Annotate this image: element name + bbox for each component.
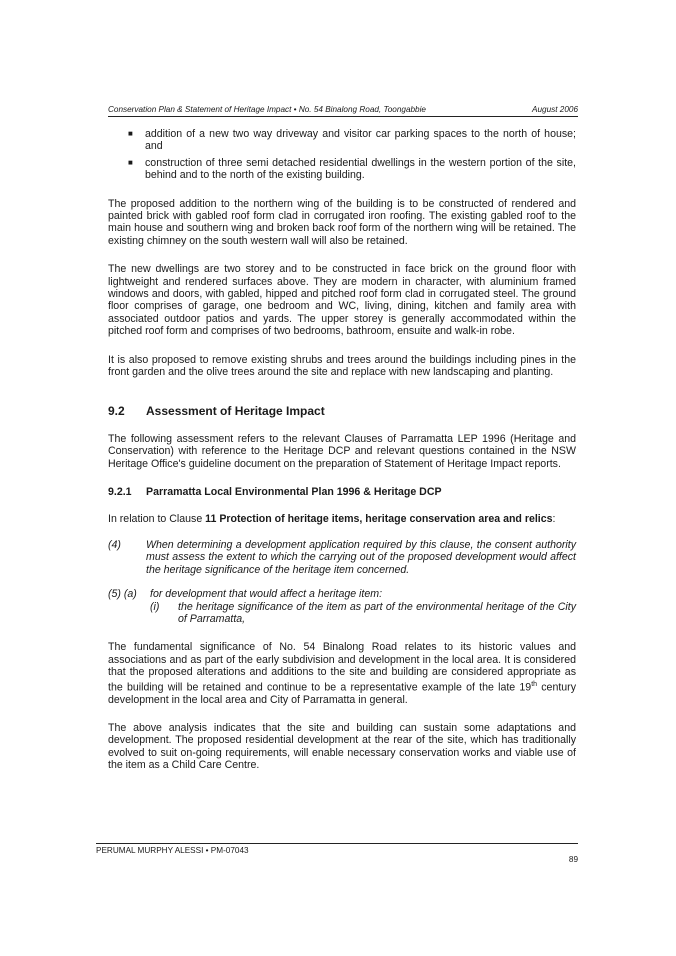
clause-4 <box>108 539 576 576</box>
page-content <box>108 128 576 788</box>
clause-number: (5) (a) <box>108 588 137 601</box>
bullet-icon: ■ <box>128 129 133 138</box>
clause-text: When determining a development application required by this clause, the consent authority must assess the extent to which the carrying out of the proposed development would affect the heritage significance of the heritage item concerned. <box>146 538 576 576</box>
clause-number: (i) <box>150 600 160 613</box>
clause-title: 11 Protection of heritage items, heritage conservation area and relics <box>205 512 553 525</box>
footer-firm: PERUMAL MURPHY ALESSI • PM-07043 <box>96 846 249 855</box>
page-number: 89 <box>568 855 578 864</box>
clause-number: (4) <box>108 538 121 551</box>
clause-text: for development that would affect a heritage item: <box>150 588 383 601</box>
subsection-title: Parramatta Local Environmental Plan 1996 & Heritage DCP <box>146 486 442 499</box>
bullet-list <box>108 128 576 182</box>
page-header <box>108 105 578 117</box>
paragraph-significance: The fundamental significance of No. 54 Binalong Road relates to its historic values and associations and as part of the early subdivision and development in the local area. It is considered that the proposed alterations and additions to the site and building are considered appropriate as the building will be retained and continue to be a representative example of the late 19th century development in the local area and City of Parramatta in general. <box>108 641 576 706</box>
header-date: August 2006 <box>532 105 578 114</box>
paragraph-northern-wing: The proposed addition to the northern wing of the building is to be constructed of rendered and painted brick with gabled roof form clad in corrugated iron roofing. The existing gabled roof to the main house and southern wing and broken back roof form of the northern wing will be retained. The existing chimney on the south western wall will also be retained. <box>108 197 576 247</box>
paragraph-landscaping: It is also proposed to remove existing shrubs and trees around the buildings including pines in the front garden and the olive trees around the site and replace with new landscaping and planting. <box>108 353 576 379</box>
section-title: Assessment of Heritage Impact <box>146 403 325 418</box>
paragraph-new-dwellings: The new dwellings are two storey and to be constructed in face brick on the ground floor with lightweight and rendered surfaces above. They are modern in character, with aluminium framed windows and doors, with gabled, hipped and pitched roof form clad in corrugated steel. The ground floor comprises of garage, one bedroom and WC, living, dining, kitchen and family area with associated outdoor patios and yards. The upper storey is generally accommodated within the pitched roof form and comprises of two bedrooms, bathroom, ensuite and walk-in robe. <box>108 263 576 338</box>
page-footer <box>96 843 578 864</box>
section-number: 9.2 <box>108 403 125 418</box>
list-item: ■ construction of three semi detached residential dwellings in the western portion of the site, behind and to the north of the existing building. <box>128 156 576 182</box>
section-heading <box>108 405 576 417</box>
list-item: ■ addition of a new two way driveway and visitor car parking spaces to the north of house; and <box>128 128 576 153</box>
header-title: Conservation Plan & Statement of Heritage Impact • No. 54 Binalong Road, Toongabbie <box>108 105 426 114</box>
section-intro: The following assessment refers to the relevant Clauses of Parramatta LEP 1996 (Heritage and Conservation) with reference to the Heritage DCP and relevant questions contained in the NSW Heritage Office's guideline document on the preparation of Statement of Heritage Impact reports. <box>108 432 576 470</box>
clause-lead: In relation to Clause 11 Protection of heritage items, heritage conservation area and relics: <box>108 512 556 525</box>
paragraph-analysis: The above analysis indicates that the site and building can sustain some adaptations and development. The proposed residential development at the rear of the site, which has traditionally evolved to suit on-going requirements, will enable necessary conservation works and viable use of the item as a Child Care Centre. <box>108 721 576 772</box>
clause-5a <box>108 588 576 625</box>
subsection-number: 9.2.1 <box>108 486 132 499</box>
clause-5a-i <box>150 601 576 626</box>
bullet-icon: ■ <box>128 157 133 167</box>
clause-text: the heritage significance of the item as part of the environmental heritage of the City of Parramatta, <box>178 600 576 625</box>
subsection-heading <box>108 486 576 498</box>
